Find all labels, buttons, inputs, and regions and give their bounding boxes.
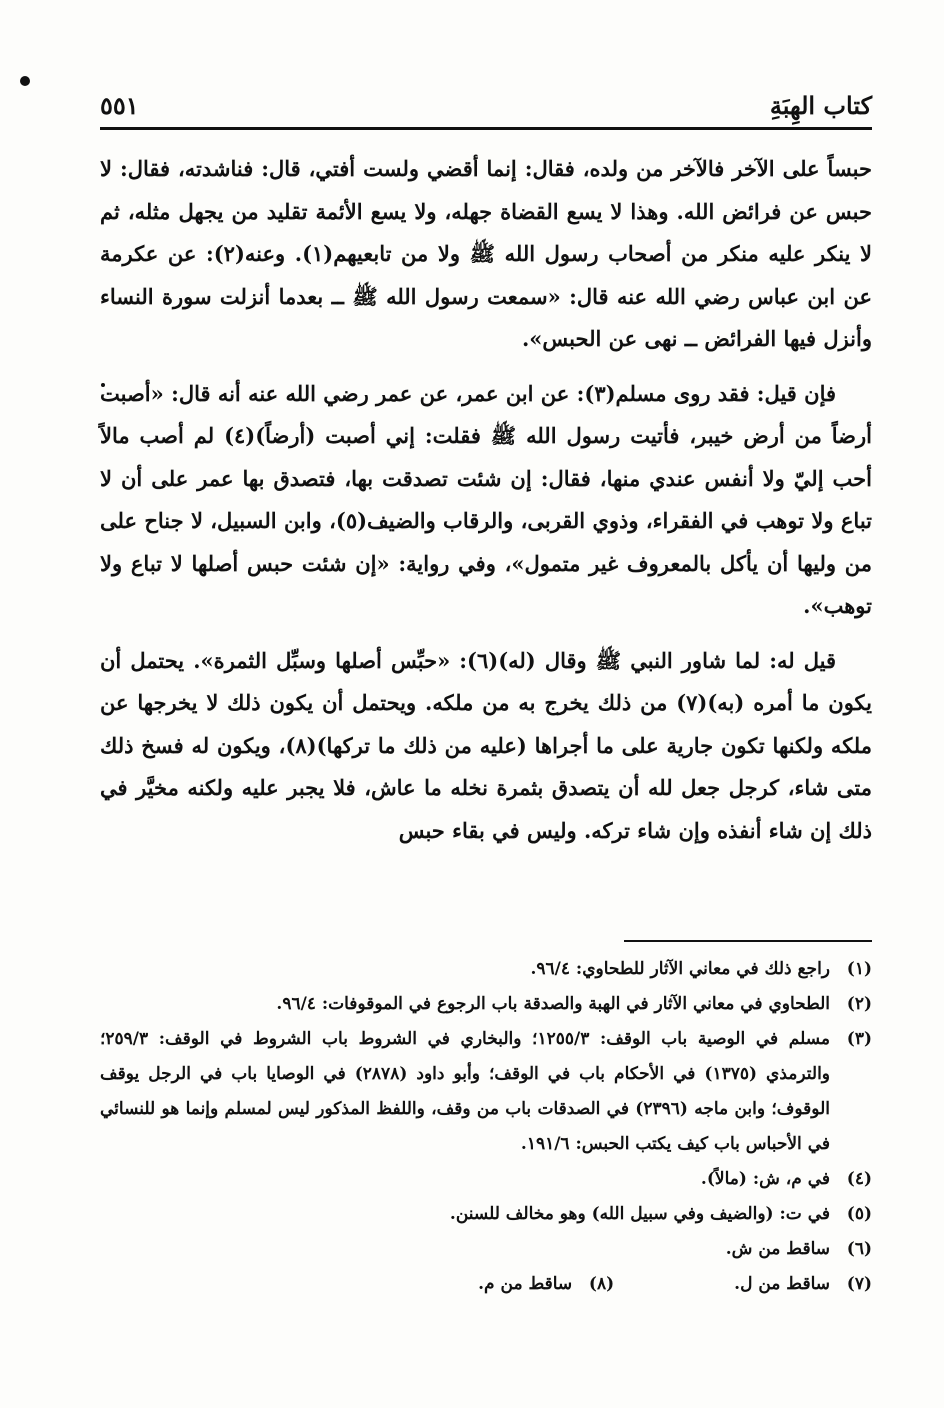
footnote-number: (٢) xyxy=(846,994,872,1014)
page-number: ٥٥١ xyxy=(100,91,139,120)
footnote xyxy=(100,952,872,987)
footnote xyxy=(100,987,872,1022)
scan-mark xyxy=(20,76,30,86)
paragraph: قيل له: لما شاور النبي ﷺ وقال (له)(٦): «حبِّس أصلها وسبِّل الثمرة». يحتمل أن يكون ما أمره (به)(٧) من ذلك يخرج به من ملكه. ويحتمل أن يكون ذلك لا يخرجها عن ملكه ولكنها تكون جارية على ما أجراها (عليه من ذلك ما تركها)(٨)، ويكون له فسخ ذلك متى شاء، كرجل جعل لله أن يتصدق بثمرة نخله ما عاش، فلا يجبر عليه ولكنه مخيَّر في ذلك إن شاء أنفذه وإن شاء تركه. وليس في بقاء حبس xyxy=(100,647,872,843)
footnote-number: (١) xyxy=(846,959,872,979)
footnote-number: (٨) xyxy=(588,1274,615,1294)
paragraph: حبساً على الآخر فالآخر من ولده، فقال: إنما أقضي ولست أفتي، قال: فناشدته، فقال: لا حبس عن فرائض الله. وهذا لا يسع القضاة جهله، ولا يسع الأئمة تقليد من يجهل مثله، ثم لا ينكر عليه منكر من أصحاب رسول الله ﷺ ولا من تابعيهم(١). وعنه(٢): عن عكرمة عن ابن عباس رضي الله عنه قال: «سمعت رسول الله ﷺ ــ بعدما أنزلت سورة النساء وأنزل فيها الفرائض ــ نهى عن الحبس». xyxy=(100,156,873,351)
footnote-text: ساقط من ل. xyxy=(734,1274,830,1294)
footnote xyxy=(100,1232,872,1267)
footnote-number: (٦) xyxy=(846,1239,872,1259)
footnote xyxy=(734,1267,872,1302)
header-rule xyxy=(100,127,872,130)
footnotes xyxy=(100,952,872,1302)
footnote xyxy=(100,1197,872,1232)
footnote-text: راجع ذلك في معاني الآثار للطحاوي: ٩٦/٤. xyxy=(530,959,830,979)
footnote-text: ساقط من م. xyxy=(478,1274,573,1294)
footnote-text: في ت: (والضيف وفي سبيل الله) وهو مخالف للسنن. xyxy=(449,1204,830,1224)
footnote-text: في م، ش: (مالاً). xyxy=(700,1169,830,1189)
footnote-row xyxy=(100,1267,872,1302)
footnote-number: (٥) xyxy=(846,1204,872,1224)
footnote xyxy=(100,1162,872,1197)
footnote-separator xyxy=(624,940,872,942)
main-text xyxy=(100,148,872,864)
footnote xyxy=(100,1022,872,1162)
footnote xyxy=(478,1267,614,1302)
footnote-text: الطحاوي في معاني الآثار في الهبة والصدقة باب الرجوع في الموقوفات: ٩٦/٤. xyxy=(276,994,830,1014)
footnote-text: مسلم في الوصية باب الوقف: ١٢٥٥/٣؛ والبخاري في الشروط باب الشروط في الوقف: ٢٥٩/٣؛ والترمذي (١٣٧٥) في الأحكام باب في الوقف؛ وأبو داود (٢٨٧٨) في الوصايا باب في الرجل يوقف الوقوف؛ وابن ماجه (٢٣٩٦) في الصدقات باب من وقف، واللفظ المذكور ليس لمسلم وإنما هو للنسائي في الأحباس باب كيف يكتب الحبس: ١٩١/٦. xyxy=(100,1029,831,1154)
footnote-text: ساقط من ش. xyxy=(725,1239,830,1259)
running-title: كتاب الهِبَةِ xyxy=(769,91,872,120)
footnote-number: (٤) xyxy=(846,1169,872,1189)
footnote-number: (٣) xyxy=(846,1029,872,1049)
page-header xyxy=(100,84,872,120)
footnote-number: (٧) xyxy=(846,1274,872,1294)
paragraph: فإن قيل: فقد روى مسلم(٣): عن ابن عمر، عن عمر رضي الله عنه أنه قال: «أصبت أرضاً من أرض خيبر، فأتيت رسول الله ﷺ فقلت: إني أصبت (أرضاً)(٤) لم أصب مالاً أحب إليّ ولا أنفس عندي منها، فقال: إن شئت تصدقت بها، فتصدق بها عمر على أن لا تباع ولا توهب في الفقراء، وذوي القربى، والرقاب والضيف(٥)، وابن السبيل، لا جناح على من وليها أن يأكل بالمعروف غير متمول»، وفي رواية: «إن شئت حبس أصلها لا تباع ولا توهب». xyxy=(100,380,873,618)
